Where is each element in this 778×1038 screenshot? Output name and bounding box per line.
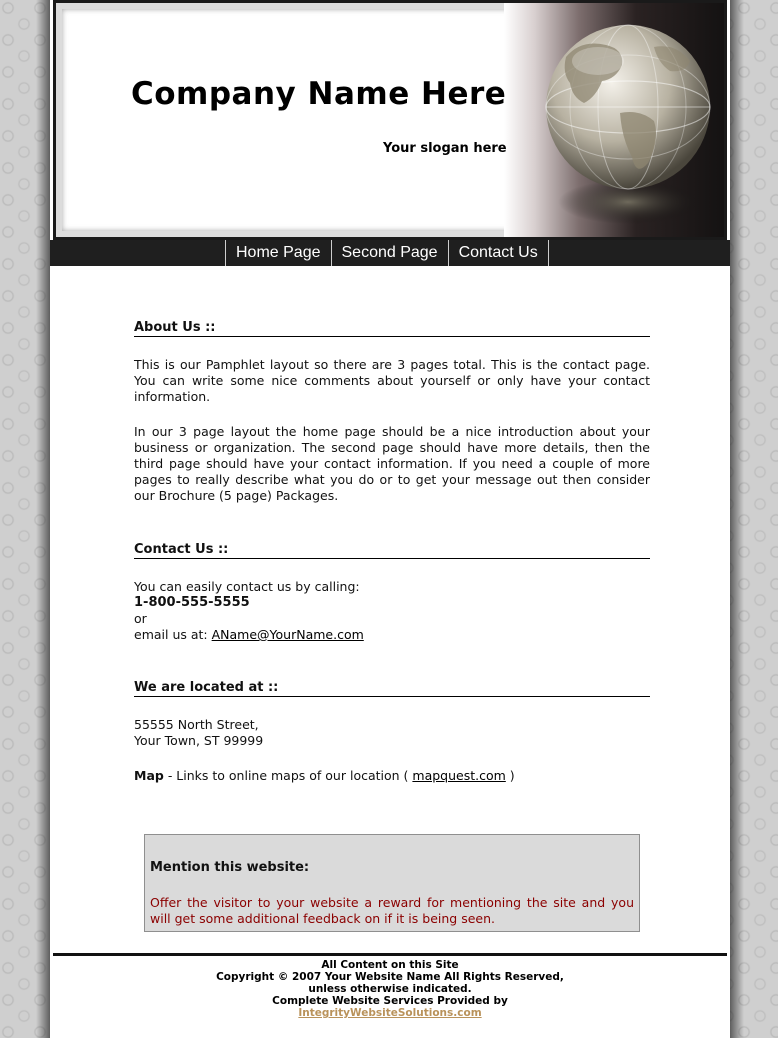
callout-title: Mention this website: xyxy=(150,860,310,875)
page-container xyxy=(50,0,730,1038)
main-content xyxy=(134,320,650,784)
footer-line-2: Copyright © 2007 Your Website Name All Rights Reserved, xyxy=(216,971,564,983)
globe-icon xyxy=(536,17,716,227)
slogan: Your slogan here xyxy=(383,141,507,156)
footer-line-1: All Content on this Site xyxy=(321,959,459,971)
callout-body: Offer the visitor to your website a reward for mentioning the site and you will get some additional feedback on if it is being seen. xyxy=(150,895,634,926)
location-title: We are located at :: xyxy=(134,680,650,697)
footer-line-4: Complete Website Services Provided by xyxy=(272,995,508,1007)
page-shadow-right xyxy=(730,0,744,1038)
map-line xyxy=(134,768,650,784)
map-close: ) xyxy=(509,768,515,783)
nav-second-page[interactable]: Second Page xyxy=(331,240,448,266)
page-shadow-left xyxy=(36,0,50,1038)
contact-title: Contact Us :: xyxy=(134,542,650,559)
about-paragraph-2: In our 3 page layout the home page should be a nice introduction about your business or organization. The second page should have more details, then the third page should have your contact information. If you need a couple of more pages to really describe what you do or to get your message out then consider our Brochure (5 page) Packages. xyxy=(134,424,650,503)
globe-panel xyxy=(504,3,724,237)
mapquest-link[interactable]: mapquest.com xyxy=(412,768,506,783)
nav-bar xyxy=(50,240,730,266)
contact-or: or xyxy=(134,611,147,626)
footer xyxy=(50,959,730,1019)
nav-items xyxy=(225,240,549,266)
contact-intro: You can easily contact us by calling: xyxy=(134,579,360,594)
map-label: Map xyxy=(134,768,164,783)
footer-credit-link[interactable]: IntegrityWebsiteSolutions.com xyxy=(298,1007,482,1019)
header-banner xyxy=(53,0,727,240)
about-title: About Us :: xyxy=(134,320,650,337)
nav-contact-us[interactable]: Contact Us xyxy=(448,240,549,266)
address-line-1: 55555 North Street, xyxy=(134,717,259,732)
contact-phone: 1-800-555-5555 xyxy=(134,595,250,610)
map-text: - Links to online maps of our location ( xyxy=(167,768,409,783)
nav-home-page[interactable]: Home Page xyxy=(225,240,331,266)
contact-email-line xyxy=(134,627,650,643)
footer-divider xyxy=(53,953,727,956)
mention-callout xyxy=(144,834,640,932)
email-label: email us at: xyxy=(134,627,208,642)
footer-line-3: unless otherwise indicated. xyxy=(308,983,472,995)
address-line-2: Your Town, ST 99999 xyxy=(134,733,264,748)
email-link[interactable]: AName@YourName.com xyxy=(211,627,364,642)
company-name: Company Name Here xyxy=(131,76,507,112)
about-paragraph-1: This is our Pamphlet layout so there are 3 pages total. This is the contact page. You can write some nice comments about yourself or only have your contact information. xyxy=(134,357,650,404)
